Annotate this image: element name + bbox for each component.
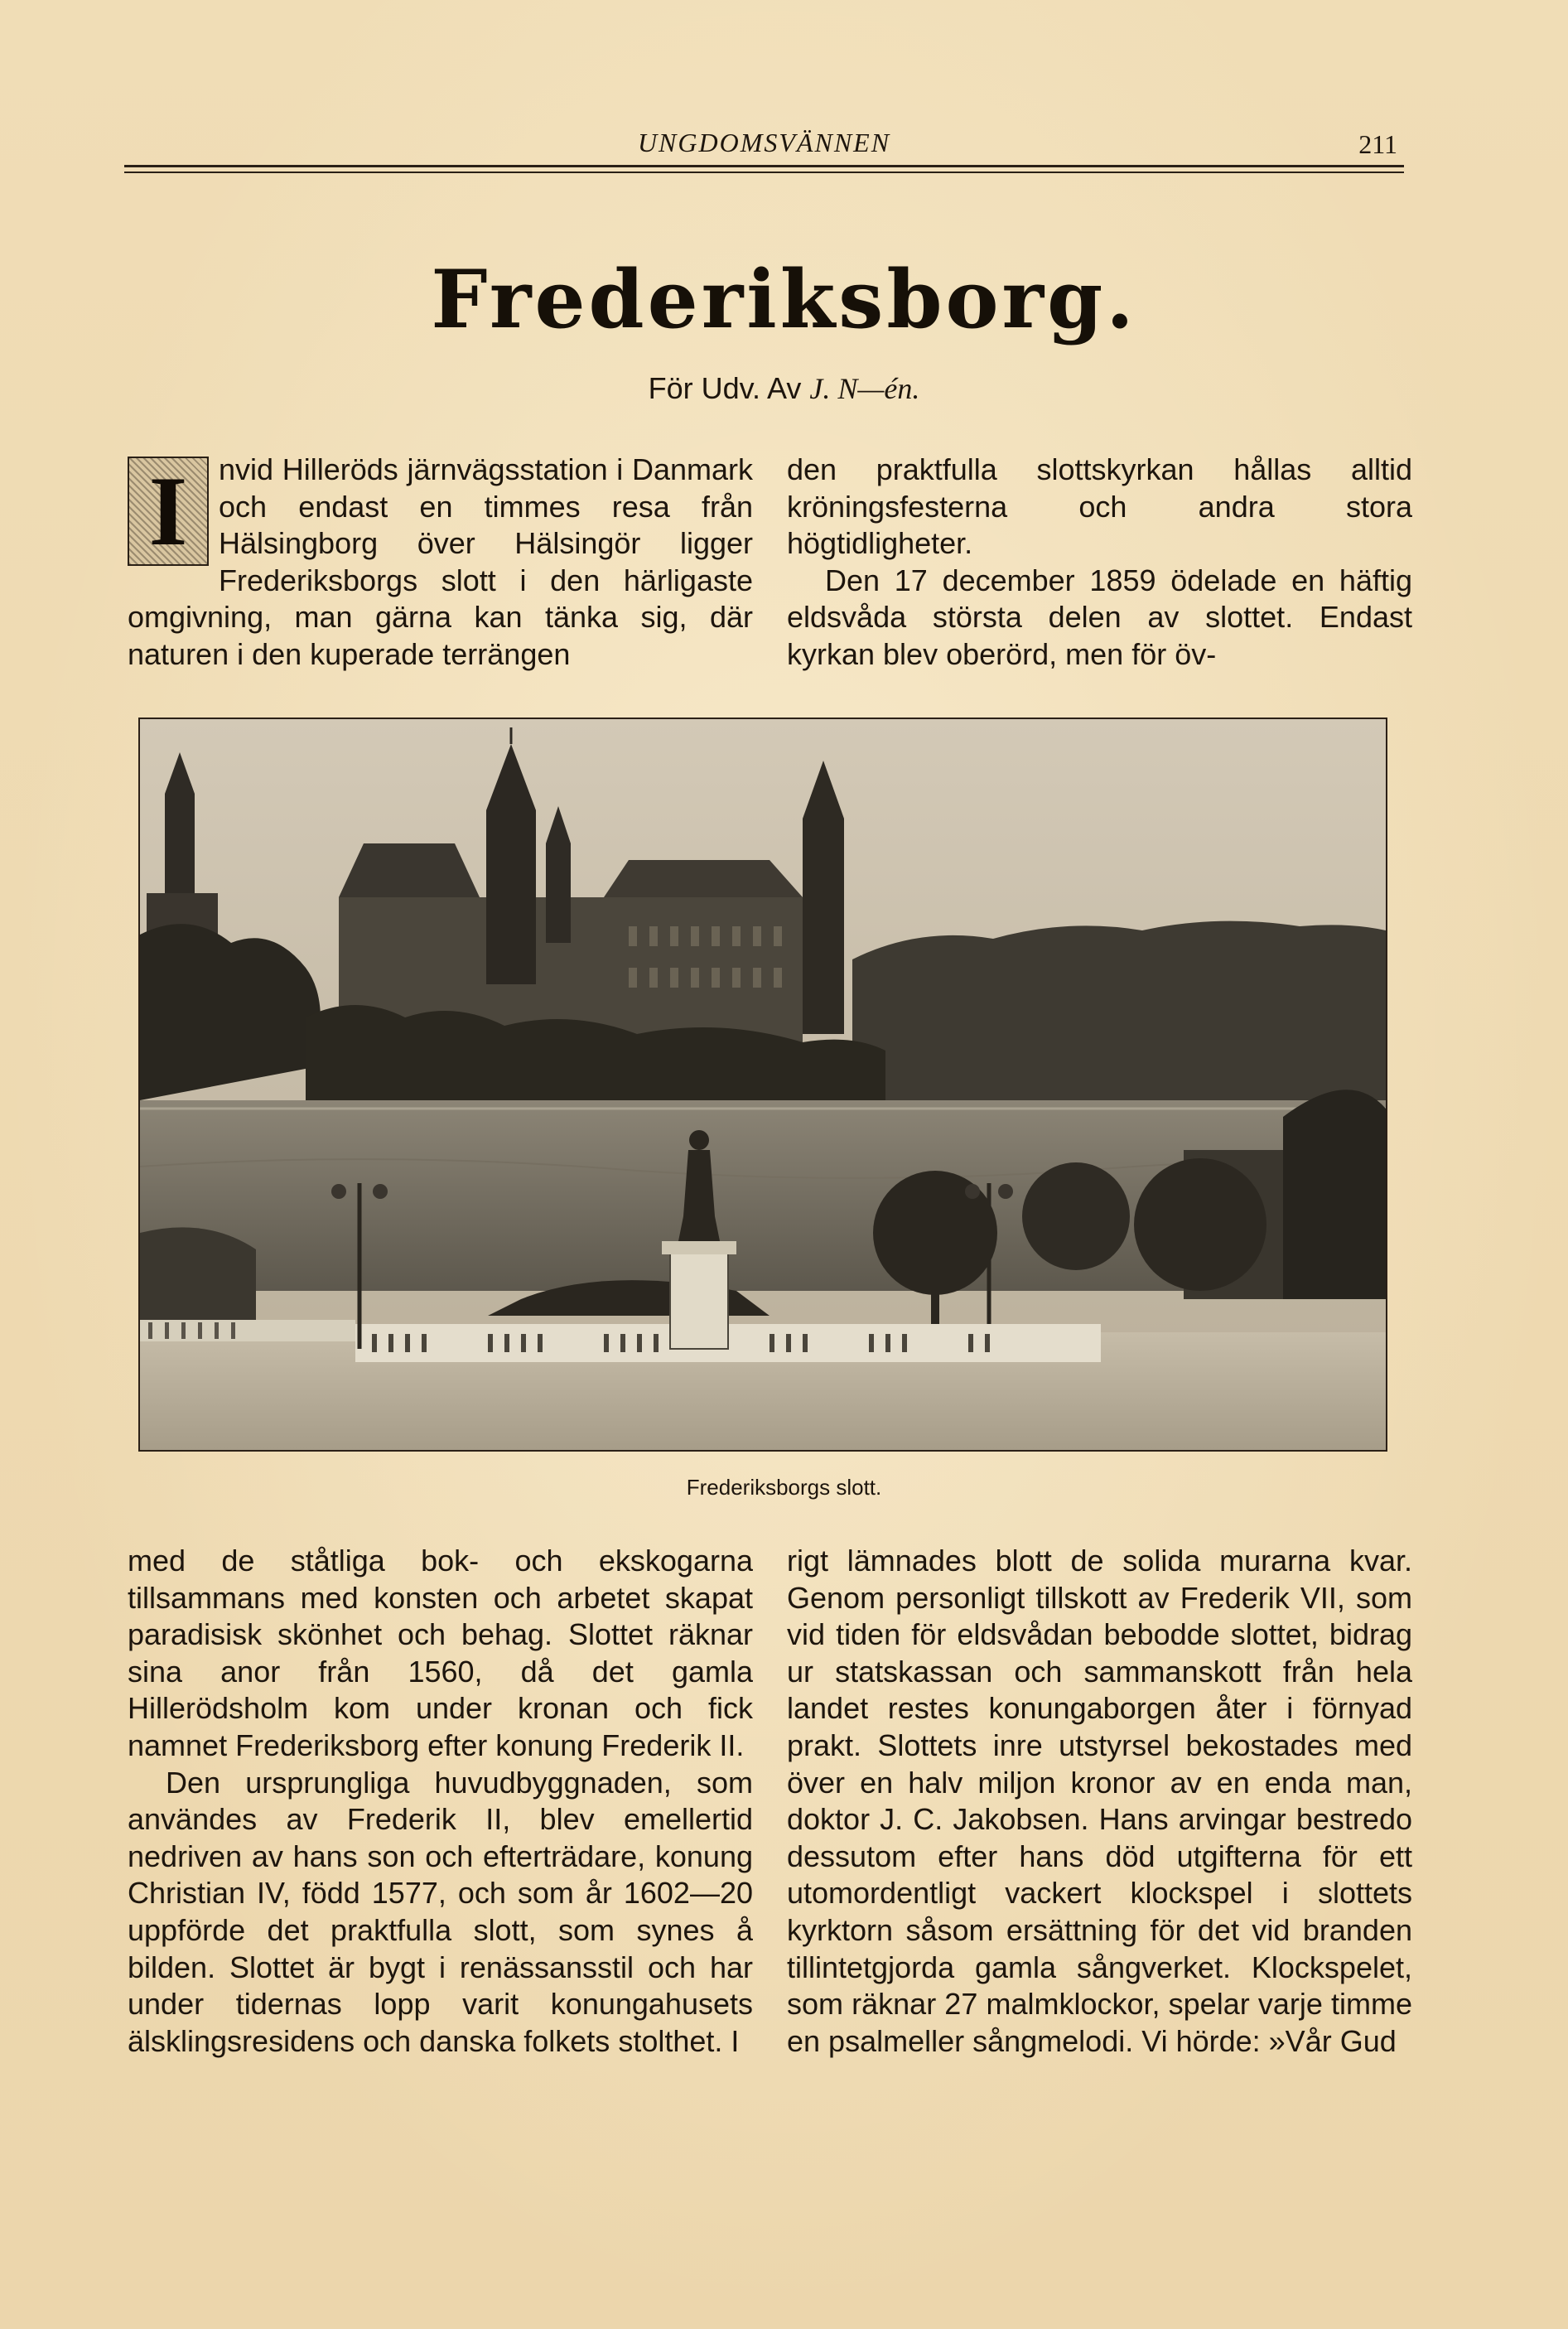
- author-name: J. N—én.: [809, 372, 920, 405]
- column-top-left: [128, 452, 753, 684]
- column-bottom-right: [787, 1543, 1412, 2139]
- photo-caption: Frederiksborgs slott.: [686, 1475, 882, 1500]
- drop-cap: I: [128, 457, 209, 566]
- running-title: UNGDOMSVÄNNEN: [637, 128, 891, 157]
- paragraph-coronations: den praktfulla slottskyrkan hållas alltid kröningsfesterna och andra stora högtidligheter.: [787, 452, 1412, 561]
- header-rule-bottom: [124, 172, 1404, 173]
- article-title: Frederiksborg.: [431, 253, 1137, 346]
- column-bottom-left: [128, 1543, 753, 2139]
- paragraph-christian-iv: Den ursprungliga huvudbyggnaden, som användes av Frederik II, blev emellertid nedriven av hans son och efterträdare, konung Christian IV, född 1577, och som år 1602—20 uppförde det praktfulla slott, som synes å bilden. Slottet är bygt i renässansstil och har under tidernas lopp varit konungahusets älsklingsresidens och danska folkets stolthet. I: [128, 1765, 753, 2058]
- header-rule-top: [124, 165, 1404, 167]
- paragraph-history: med de ståtliga bok- och ekskogarna tillsammans med konsten och arbetet skapat paradisisk skönhet och behag. Slottet räknar sina anor från 1560, då det gamla Hillerödsholm kom under kronan och fick namnet Frederiksborg efter konung Frederik II.: [128, 1544, 753, 1762]
- page-number: 211: [1358, 129, 1397, 159]
- paragraph-fire: Den 17 december 1859 ödelade en häftig eldsvåda största delen av slottet. Endast kyrkan blev oberörd, men för öv-: [787, 563, 1412, 671]
- castle-photograph: [138, 718, 1387, 1452]
- column-top-right: [787, 452, 1412, 684]
- byline-prefix: För Udv. Av: [648, 371, 810, 405]
- intro-paragraph: nvid Hilleröds järnvägsstation i Danmark och endast en timmes resa från Hälsingborg över Hälsingör ligger Frederiksborgs slott i den härligaste omgivning, man gärna kan tänka sig, där naturen i den kuperade terrängen: [128, 452, 753, 671]
- running-head: [124, 124, 1404, 166]
- byline: [0, 371, 1568, 406]
- paragraph-restoration: rigt lämnades blott de solida murarna kvar. Genom personligt tillskott av Frederik VII, som vid tiden för eldsvådan bebodde slottet, bidrag ur statskassan och sammanskott från hela landet restes konungaborgen åter i förnyad prakt. Slottets inre utstyrsel bekostades med över en halv miljon kronor av en enda man, doktor J. C. Jakobsen. Hans arvingar bestredo dessutom efter hans död utgifterna för ett utomordentligt vackert klockspel i slottets kyrktorn såsom ersättning för det vid branden tillintetgjorda gamla sångverket. Klockspelet, som räknar 27 malmklockor, spelar varje timme en psalmeller sångmelodi. Vi hörde: »Vår Gud: [787, 1544, 1412, 2058]
